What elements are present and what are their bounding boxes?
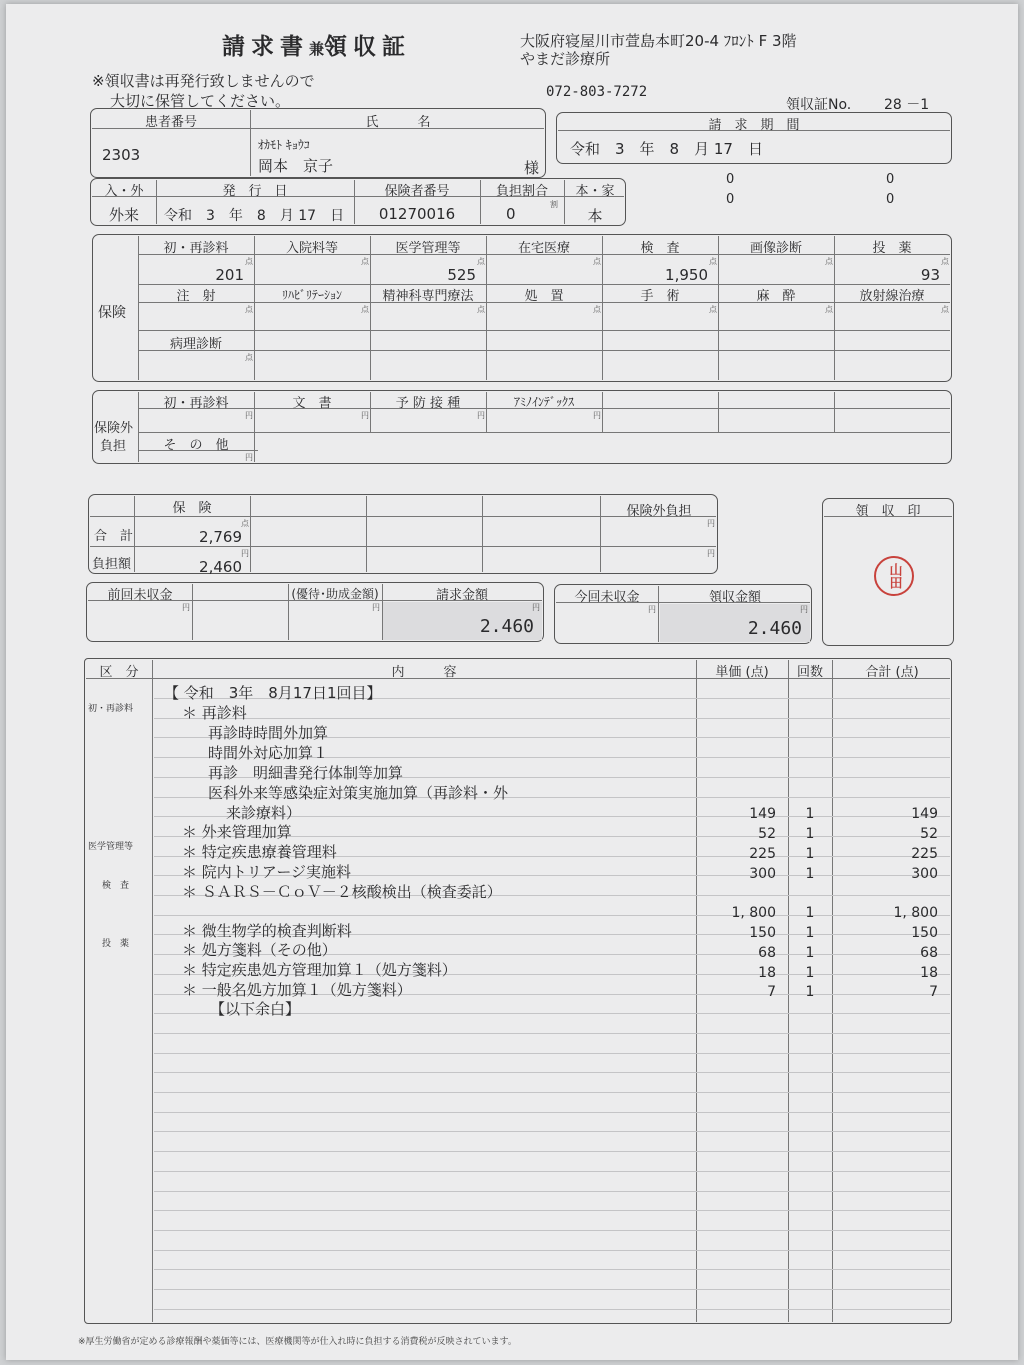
pt-unit: 点 bbox=[245, 305, 253, 314]
receipt-no: 28 －1 bbox=[884, 97, 930, 113]
detail-rule-line bbox=[154, 718, 950, 719]
detail-unit: 52 bbox=[758, 826, 776, 842]
non-ins-h-shoshin: 初・再診料 bbox=[163, 396, 229, 411]
detail-total: 225 bbox=[911, 846, 938, 862]
detail-rule-line bbox=[154, 1230, 950, 1231]
detail-cat-touyaku: 投 薬 bbox=[102, 939, 130, 949]
detail-row-text: ＊ 処方箋料（その他） bbox=[182, 941, 337, 959]
detail-total: 52 bbox=[920, 826, 938, 842]
detail-unit: 18 bbox=[758, 965, 776, 981]
detail-row-text: ＊ 院内トリアージ実施料 bbox=[182, 863, 352, 881]
current-unpaid-label: 今回未収金 bbox=[574, 590, 640, 605]
yen-unit: 円 bbox=[707, 549, 715, 558]
totals-insurance-label: 保 険 bbox=[172, 501, 212, 516]
receipt-seal-stamp: 山田 bbox=[874, 556, 914, 596]
detail-total: 150 bbox=[911, 925, 938, 941]
ins-h-gazou: 画像診断 bbox=[749, 241, 802, 256]
pt-unit: 点 bbox=[941, 257, 949, 266]
subsidy-label: (優待･助成金額) bbox=[291, 587, 379, 601]
prev-unpaid-label: 前回未収金 bbox=[107, 588, 173, 603]
pt-unit: 点 bbox=[941, 305, 949, 314]
pt-unit: 点 bbox=[825, 257, 833, 266]
pt-unit: 点 bbox=[245, 353, 253, 362]
footer-note: ※厚生労働省が定める診療報酬や薬価等には、医療機関等が仕入れ時に負担する消費税が反映されています。 bbox=[78, 1337, 517, 1347]
yen-unit: 円 bbox=[241, 549, 249, 558]
yen-unit: 円 bbox=[361, 411, 369, 420]
yen-unit: 円 bbox=[477, 411, 485, 420]
pt-unit: 点 bbox=[593, 305, 601, 314]
ins-h-houshasen: 放射線治療 bbox=[859, 289, 925, 304]
detail-rule-line bbox=[154, 1151, 950, 1152]
non-ins-other-label: そ の 他 bbox=[163, 438, 229, 453]
detail-row-text: 再診 明細書発行体制等加算 bbox=[208, 764, 404, 782]
detail-row-text: 時間外対応加算１ bbox=[208, 744, 329, 762]
detail-rule-line bbox=[154, 1112, 950, 1113]
detail-cat-kensa: 検 査 bbox=[102, 881, 130, 891]
yen-unit: 円 bbox=[245, 453, 253, 462]
ins-h-zaitaku: 在宅医療 bbox=[517, 241, 570, 256]
side-zero-1: 0 bbox=[726, 172, 735, 187]
yen-unit: 円 bbox=[593, 411, 601, 420]
detail-row-text: ＊ 一般名処方加算１（処方箋料） bbox=[182, 981, 412, 999]
clinic-address: 大阪府寝屋川市萱島本町20-4 ﾌﾛﾝﾄ F 3階 bbox=[520, 32, 797, 50]
detail-count: 1 bbox=[805, 866, 815, 882]
pt-unit: 点 bbox=[825, 305, 833, 314]
detail-unit: 149 bbox=[749, 806, 776, 822]
detail-h-total: 合計 (点) bbox=[865, 665, 919, 680]
detail-total: 300 bbox=[911, 866, 938, 882]
detail-total: 7 bbox=[929, 984, 938, 1000]
detail-rule-line bbox=[154, 1269, 950, 1270]
detail-unit: 300 bbox=[749, 866, 776, 882]
pt-unit: 点 bbox=[361, 257, 369, 266]
main-family-label: 本・家 bbox=[575, 184, 615, 199]
pt-unit: 点 bbox=[593, 257, 601, 266]
ins-v-shoshin: 201 bbox=[215, 266, 244, 284]
detail-unit: 225 bbox=[749, 846, 776, 862]
insurance-side-label: 保険 bbox=[98, 305, 126, 321]
received-amount-label: 領収金額 bbox=[708, 590, 761, 605]
yen-unit: 円 bbox=[648, 605, 656, 614]
insurer-number-label: 保険者番号 bbox=[384, 184, 450, 199]
ins-h-nyuin: 入院料等 bbox=[285, 241, 338, 256]
patient-name-kana: ｵｶﾓﾄ ｷｮｳｺ bbox=[258, 138, 310, 152]
ins-v-touyaku: 93 bbox=[920, 266, 940, 284]
detail-row-text: 【 令和 3年 8月17日1回目】 bbox=[164, 684, 382, 702]
patient-name: 岡本 京子 bbox=[258, 157, 334, 175]
detail-rule-line bbox=[154, 1171, 950, 1172]
issue-date-label: 発 行 日 bbox=[222, 184, 288, 199]
pt-unit: 点 bbox=[709, 257, 717, 266]
ins-v-igaku: 525 bbox=[447, 266, 476, 284]
ins-h-kensa: 検 査 bbox=[640, 241, 680, 256]
received-amount-value: 2.460 bbox=[747, 618, 802, 639]
detail-rule-line bbox=[154, 1131, 950, 1132]
non-ins-h-bunsho: 文 書 bbox=[292, 396, 332, 411]
clinic-phone: 072-803-7272 bbox=[546, 84, 648, 100]
detail-row-text: 【以下余白】 bbox=[210, 1000, 301, 1018]
detail-h-category: 区 分 bbox=[99, 665, 139, 680]
detail-count: 1 bbox=[805, 846, 815, 862]
detail-h-content: 内 容 bbox=[391, 665, 457, 680]
non-ins-side-label-2: 負担 bbox=[100, 439, 127, 454]
ins-v-kensa: 1,950 bbox=[665, 266, 708, 284]
detail-total: 18 bbox=[920, 965, 938, 981]
totals-burden-value: 2,460 bbox=[199, 558, 242, 576]
detail-count: 1 bbox=[805, 965, 815, 981]
receipt-no-label: 領収証No. bbox=[786, 97, 852, 113]
detail-rule-line bbox=[154, 1053, 950, 1054]
yen-unit: 円 bbox=[707, 519, 715, 528]
insurance-points-box bbox=[92, 234, 952, 382]
pt-unit: 点 bbox=[477, 257, 485, 266]
detail-cat-shoshin: 初・再診料 bbox=[88, 704, 134, 714]
billing-period-value: 令和 3 年 8 月 17 日 bbox=[570, 140, 763, 158]
ins-h-touyaku: 投 薬 bbox=[872, 241, 912, 256]
detail-rule-line bbox=[154, 1250, 950, 1251]
pt-unit: 点 bbox=[241, 519, 249, 528]
detail-rule-line bbox=[154, 1191, 950, 1192]
totals-total-label: 合 計 bbox=[94, 529, 134, 544]
detail-cat-igaku: 医学管理等 bbox=[88, 842, 134, 852]
billed-amount-label: 請求金額 bbox=[435, 588, 488, 603]
detail-total: 1, 800 bbox=[893, 905, 938, 921]
receipt-paper bbox=[6, 4, 1018, 1360]
yen-unit: 円 bbox=[245, 411, 253, 420]
inout-value: 外来 bbox=[108, 206, 139, 224]
detail-row-text: ＊ ＳＡＲＳ－ＣｏＶ－２核酸検出（検査委託） bbox=[182, 883, 502, 901]
yen-unit: 円 bbox=[182, 603, 190, 612]
detail-row-text: 来診療料） bbox=[226, 804, 302, 822]
stamp-label: 領 収 印 bbox=[855, 504, 921, 519]
detail-count: 1 bbox=[805, 905, 815, 921]
billed-amount-value: 2.460 bbox=[479, 616, 534, 637]
ins-h-rehab: ﾘﾊﾋﾞﾘﾃｰｼｮﾝ bbox=[281, 288, 342, 302]
yen-unit: 円 bbox=[372, 603, 380, 612]
ins-h-shoshin: 初・再診料 bbox=[163, 241, 229, 256]
detail-row-text: ＊ 特定疾患処方管理加算１（処方箋料） bbox=[182, 961, 457, 979]
billing-period-label: 請 求 期 間 bbox=[708, 118, 800, 133]
non-ins-h-aminoindex: ｱﾐﾉｲﾝﾃﾞｯｸｽ bbox=[513, 395, 574, 409]
side-zero-2: 0 bbox=[886, 172, 895, 187]
detail-rule-line bbox=[154, 1072, 950, 1073]
pt-unit: 点 bbox=[245, 257, 253, 266]
insurer-number-value: 01270016 bbox=[378, 205, 456, 223]
detail-rule-line bbox=[154, 1309, 950, 1310]
ins-h-shujutsu: 手 術 bbox=[640, 289, 680, 304]
inout-label: 入・外 bbox=[104, 184, 144, 199]
ins-h-igaku: 医学管理等 bbox=[395, 241, 461, 256]
detail-count: 1 bbox=[805, 925, 815, 941]
detail-unit: 150 bbox=[749, 925, 776, 941]
patient-number-label: 患者番号 bbox=[144, 115, 197, 130]
detail-rule-line bbox=[154, 1092, 950, 1093]
detail-h-unit: 単価 (点) bbox=[715, 665, 769, 680]
yen-unit: 円 bbox=[532, 603, 540, 612]
notice-line-1: ※領収書は再発行致しませんので bbox=[92, 72, 315, 90]
detail-count: 1 bbox=[805, 984, 815, 1000]
ins-h-chusha: 注 射 bbox=[176, 289, 216, 304]
burden-ratio-unit: 割 bbox=[550, 200, 558, 209]
detail-unit: 1, 800 bbox=[731, 905, 776, 921]
detail-count: 1 bbox=[805, 945, 815, 961]
notice-line-2: 大切に保管してください。 bbox=[110, 92, 291, 110]
detail-row-text: ＊ 微生物学的検査判断料 bbox=[182, 922, 352, 940]
burden-ratio-value: 0 bbox=[506, 205, 516, 223]
detail-row-text: 再診時時間外加算 bbox=[208, 724, 329, 742]
ins-h-byouri: 病理診断 bbox=[169, 337, 222, 352]
patient-name-label: 氏 名 bbox=[365, 115, 431, 130]
detail-unit: 7 bbox=[767, 984, 776, 1000]
detail-row-text: ＊ 特定疾患療養管理料 bbox=[182, 843, 337, 861]
yen-unit: 円 bbox=[800, 605, 808, 614]
issue-date-value: 令和 3 年 8 月 17 日 bbox=[164, 208, 345, 224]
detail-total: 149 bbox=[911, 806, 938, 822]
detail-count: 1 bbox=[805, 806, 815, 822]
non-ins-h-yobou: 予 防 接 種 bbox=[395, 396, 461, 411]
detail-rule-line bbox=[154, 1033, 950, 1034]
burden-ratio-label: 負担割合 bbox=[495, 184, 548, 199]
detail-total: 68 bbox=[920, 945, 938, 961]
totals-total-value: 2,769 bbox=[199, 528, 242, 546]
ins-h-seishin: 精神科専門療法 bbox=[382, 289, 474, 304]
detail-unit: 68 bbox=[758, 945, 776, 961]
clinic-name: やまだ診療所 bbox=[520, 50, 611, 68]
non-ins-side-label-1: 保険外 bbox=[94, 421, 134, 436]
detail-row-text: 医科外来等感染症対策実施加算（再診料・外 bbox=[208, 784, 509, 802]
detail-count: 1 bbox=[805, 826, 815, 842]
detail-rule-line bbox=[154, 1289, 950, 1290]
pt-unit: 点 bbox=[709, 305, 717, 314]
detail-rule-line bbox=[154, 1210, 950, 1211]
detail-h-count: 回数 bbox=[796, 665, 823, 680]
patient-sama: 様 bbox=[524, 159, 540, 177]
pt-unit: 点 bbox=[477, 305, 485, 314]
ins-h-masui: 麻 酔 bbox=[756, 289, 796, 304]
detail-row-text: ＊ 再診料 bbox=[182, 704, 247, 722]
totals-non-ins-label: 保険外負担 bbox=[626, 504, 692, 519]
side-zero-3: 0 bbox=[726, 192, 735, 207]
patient-number: 2303 bbox=[102, 146, 141, 164]
main-family-value: 本 bbox=[587, 207, 603, 225]
pt-unit: 点 bbox=[361, 305, 369, 314]
side-zero-4: 0 bbox=[886, 192, 895, 207]
document-title: 請求書兼領収証 bbox=[222, 33, 412, 60]
totals-burden-label: 負担額 bbox=[92, 557, 132, 572]
ins-h-shochi: 処 置 bbox=[524, 289, 564, 304]
detail-row-text: ＊ 外来管理加算 bbox=[182, 823, 292, 841]
